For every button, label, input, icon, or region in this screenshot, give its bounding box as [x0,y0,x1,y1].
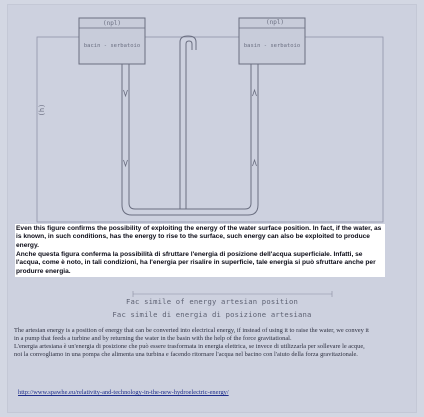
left-tank-label: bacin - serbatoio [83,43,141,49]
u-pipe-outer [122,64,258,215]
flow-arrows [124,90,257,166]
height-label: (h) [38,103,46,117]
highlight-english: Even this figure confirms the possibility of exploiting the energy of the water surface position. In fact, if the water, as is known, in such conditions, has the energy to rise to the surface, such energy can also be exploited to produce energy. [16,225,382,249]
body-text [14,327,374,359]
highlight-box [15,224,385,277]
caption-english: Fac simile of energy artesian position [125,297,299,306]
center-tube-inner [186,41,192,209]
source-link[interactable]: http://www.spawhe.eu/relativity-and-technology-in-the-new-hydroelectric-energy/ [18,389,229,396]
right-tank-label: basin - serbatoio [243,43,301,49]
arrow-up-right-2 [253,160,257,166]
highlight-italian: Anche questa figura conferma la possibilità di sfruttare l'energia di posizione dell'acqua superficiale. Infatti, se l'acqua, come è noto, in tali condizioni, ha l'energia per risalire in superficie, tale energia si può sfruttare anche per produrre energia. [16,250,376,275]
arrow-up-right-1 [253,90,257,96]
arrow-down-left-2 [124,160,128,166]
caption-italian: Fac simile di energia di posizione artesiana [112,310,312,319]
center-tube-outer [180,36,196,209]
left-lid-label: (npl) [102,20,122,27]
right-lid-label: (npl) [265,19,285,26]
u-pipe-inner [129,64,251,209]
body-english: The artesian energy is a position of energy that can be converted into electrical energy, if instead of using it to raise the water, we convey it in a pump that feeds a turbine and by returning the water in the basin with the help of the force gravitational. [14,327,369,342]
body-italian: L'energia artesiana è un'energia di posizione che può essere trasformata in energia elettrica, se invece di utilizzarla per sollevare le acque, noi la convogliamo in una pompa che alimenta una turbina e facendo ritornare l'acqua nel bacino con l'aiuto della forza gravitazionale. [14,342,365,358]
arrow-down-left-1 [124,90,128,96]
ground-outline [37,37,383,222]
